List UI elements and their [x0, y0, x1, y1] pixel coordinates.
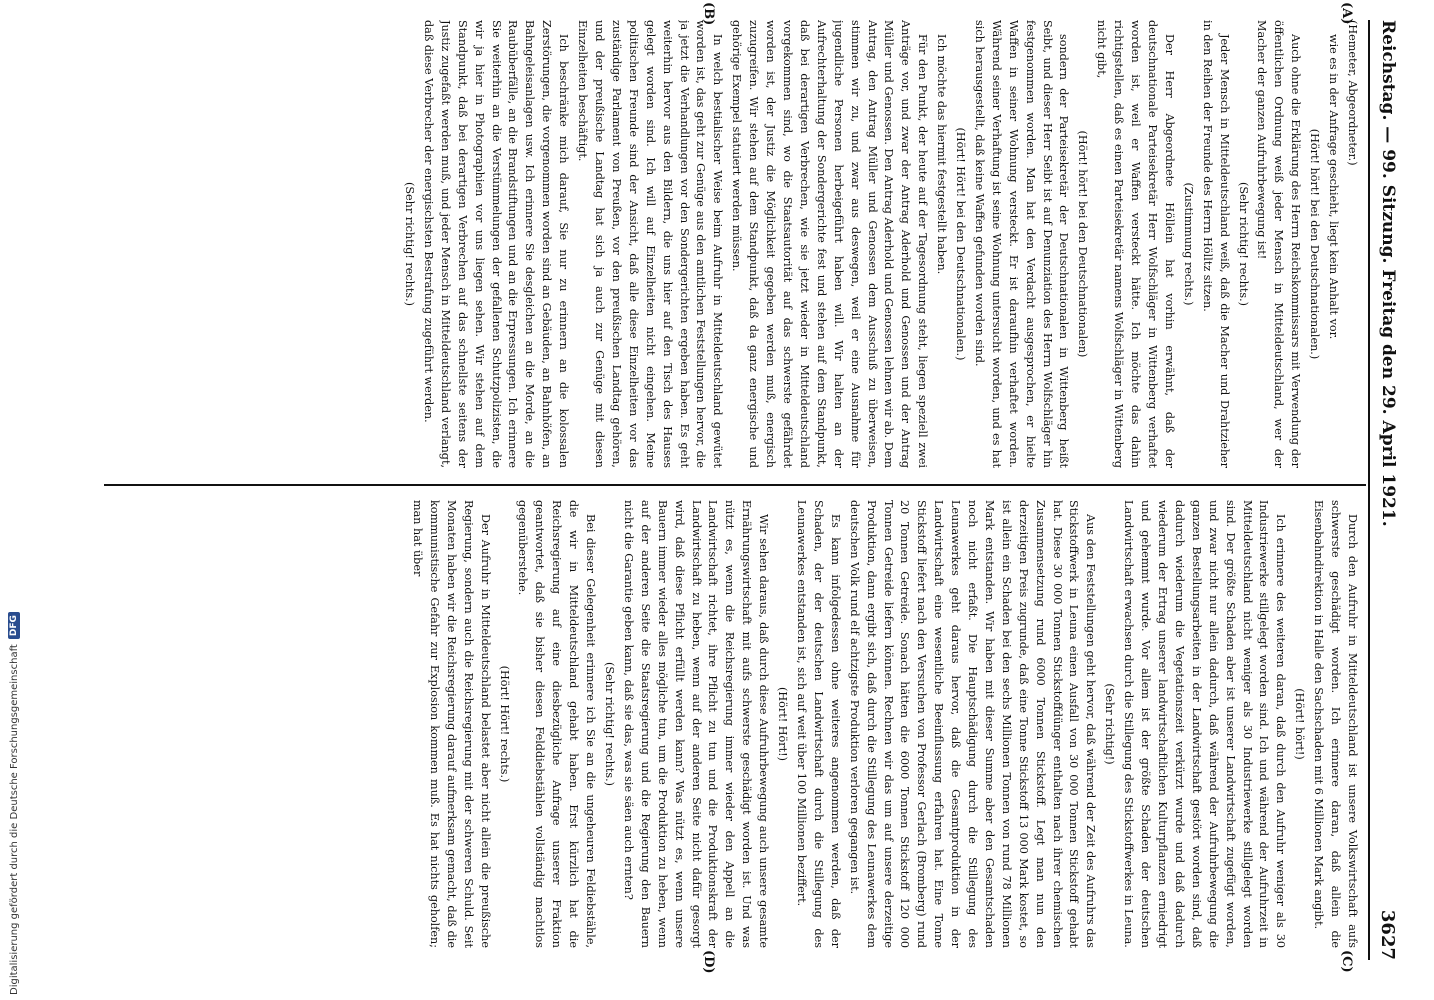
dfg-logo: DFG [8, 612, 20, 639]
margin-mark-b: (B) [701, 2, 716, 26]
paragraph: Für den Punkt, der heute auf der Tagesordnung steht, liegen speziell zwei Anträge vor, und zwar der Antrag Aderhold und Genossen und der Antrag Müller und Genossen. Den Antrag Aderhold und Genossen lehnen wir ab. Dem Antrag, den Antrag Müller und Genossen dem Ausschuß zu überweisen, stimmen wir zu, und zwar aus deswegen, weil er eine Ausnahme für jugendliche Personen herbeigeführt haben will. Wir halten an der Aufrechterhaltung der Sondergerichte fest und stehen auf dem Standpunkt, daß bei derartigen Verbrechen, wie sie jetzt wieder in Mitteldeutschland vorgekommen sind, wo die Staatsautorität auf das schwerste gefährdet worden ist, der Justiz die Möglichkeit gegeben werden muß, energisch zuzugreifen. Wir stehen auf dem Standpunkt, daß da ganz energische und gehörige Exempel statuiert werden müssen. [730, 20, 930, 468]
paragraph: (Hört! Hört! rechts.) [497, 665, 511, 783]
paragraph: Bei dieser Gelegenheit erinnere ich Sie an die ungeheuren Feldiebstähle, die wir in Mitteldeutschland gehabt haben. Erst kürzlich hat die Reichsregierung auf eine diesbezügliche Anfrage unserer Fraktion geantwortet, daß sie bisher diesen Felddiebstählen vollständig machtlos gegenüberstehe. [516, 500, 598, 948]
paragraph: In welch bestialischer Weise beim Aufruhr in Mitteldeutschland gewütet worden ist, das geht zur Genüge aus den amtlichen Feststellungen hervor, die ja jetzt die Verhandlungen vor den Sondergerichten ergeben haben. Es geht weiterhin hervor aus den Bildern, die uns hier auf den Tisch des Hauses gelegt worden sind. Ich will auf Einzelheiten nicht eingehen. Meine politischen Freunde sind der Ansicht, daß alle diese Einzelheiten vor das zuständige Parlament von Preußen, vor den preußischen Landtag gehören, und der preußische Landtag hat sich ja auch zur Genüge mit diesen Einzelheiten beschäftigt. [576, 20, 725, 468]
paragraph: Ich möchte das hiermit festgestellt haben. [935, 34, 949, 275]
paragraph: (Hört! hört!) [1293, 688, 1307, 760]
page-number: 3627 [1377, 909, 1399, 960]
left-column [110, 20, 1360, 468]
paragraph: wie es in der Anfrage geschieht, liegt kein Anhalt vor. [1327, 34, 1341, 340]
paragraph: (Sehr richtig! rechts.) [1236, 181, 1250, 307]
paragraph: (Sehr richtig! rechts.) [403, 181, 417, 307]
paragraph: (Sehr richtig! rechts.) [603, 661, 617, 787]
paragraph: (Hört! Hört! bei den Deutschnationalen.) [954, 127, 968, 361]
paragraph: (Hemeter, Abgeordneter.) [1346, 20, 1359, 166]
margin-mark-c: (C) [1339, 950, 1354, 973]
credit-text: Digitalisierung gefördert durch die Deutsche Forschungsgemeinschaft [8, 644, 20, 995]
paragraph: Der Herr Abgeordnete Höllein hat vorhin erwähnt, daß der deutschnationale Parteisekretär Herr Wolfschläger in Wittenberg verhaftet worden ist, weil er Waffen versteckt hätte. Ich möchte das dahin richtigstellen, daß es einen Parteisekretär namens Wolfschläger in Wittenberg nicht gibt, [1095, 20, 1176, 468]
page-content [98, 2, 1406, 974]
paragraph: (Hört! Hört!) [776, 687, 790, 761]
paragraph: (Hört! hört! bei den Deutschnationalen) [1076, 130, 1090, 358]
column-divider [104, 484, 1366, 486]
paragraph: Ich beschränke mich darauf, Sie nur zu erinnern an die kolossalen Zerstörungen, die vorgenommen worden sind an Gebäuden, an Bahnhöfen, an Bahngeleisanlagen usw. Ich erinnere Sie desgleichen an die Morde, an die Raubüberfälle, an die Brandstiftungen und an die Erpressungen. Ich erinnere Sie weiterhin an die Verstümmelungen der gefallenen Schutzpolizisten, die wir ja hier in Photographien vor uns liegen sehen. Wir stehen auf dem Standpunkt, daß bei derartigen Verbrechen auf das schnellste seitens der Justiz zugefaßt werden muß, und jeder Mensch in Mitteldeutschland verlangt, daß diese Verbrecher der energischsten Bestrafung zugeführt werden. [421, 20, 571, 468]
margin-mark-d: (D) [701, 950, 716, 974]
paragraph: (Zustimmung rechts.) [1181, 182, 1195, 306]
paragraph: Auch ohne die Erklärung des Herrn Reichskommissars mit Verwendung der öffentlichen Ordnung weiß jeder Mensch in Mitteldeutschland, wer der Macher der ganzen Aufruhrbewegung ist! [1255, 20, 1303, 468]
margin-mark-a: (A) [1339, 2, 1354, 25]
paragraph: Der Aufruhr in Mitteldeutschland belastet aber nicht allein die preußische Regierung, sondern auch die Reichsregierung mit der schweren Schuld. Seit Monaten haben wir die Reichsregierung darauf aufmerksam gemacht, daß die kommunistische Gefahr zur Explosion kommen muß. Es hat nichts geholfen; man hat über [411, 500, 492, 948]
rotated-page [98, 2, 1406, 974]
paragraph: sondern der Parteisekretär der Deutschnationalen in Wittenberg heißt Seibt, und dieser Herr Seibt ist auf Denunziation des Herrn Wolfschläger hin festgenommen worden. Man hat den Verdacht ausgesprochen, er hielte Waffen in seiner Wohnung versteckt. Er ist daraufhin verhaftet worden. Während seiner Verhaftung ist seine Wohnung untersucht worden, und es hat sich herausgestellt, daß keine Waffen gefunden worden sind. [972, 20, 1071, 468]
header-title: Reichstag. — 99. Sitzung. Freitag den 29. April 1921. [1378, 20, 1398, 527]
digitization-credit [4, 600, 24, 995]
paragraph: (Hört! hört! bei den Deutschnationalen.) [1308, 128, 1322, 360]
paragraph: Ich erinnere des weiteren daran, daß durch den Aufruhr weniger als 30 Industriewerke stillgelegt worden sind. Ich und während der Aufruhrzeit in Mitteldeutschland nicht weniger als 30 Industriewerke stillgelegt worden sind. Der größte Schaden aber ist unserer Landwirtschaft zugefügt worden, und zwar nicht nur allein dadurch, daß während der Aufruhrbewegung die ganzen Bestellungsarbeiten in der Landwirtschaft gestört worden sind, daß dadurch wiederum die Vegetationszeit verkürzt wurde und daß dadurch wiederum der Ertrag unserer landwirtschaftlichen Kulturpflanzen erniedrigt und gehemmt wurde. Vor allem ist der größte Schaden der deutschen Landwirtschaft erwachsen durch die Stillegung des Stickstoffwerkes in Leuna. [1122, 500, 1288, 948]
paragraph: (Sehr richtig!) [1103, 683, 1117, 765]
right-column [110, 500, 1360, 948]
paragraph: Es kann infolgedessen ohne weiteres angenommen werden, daß der Schaden, der der deutschen Landwirtschaft durch die Stillegung des Leunawerkes entstanden ist, sich auf weit über 100 Millionen beziffert. [795, 500, 842, 948]
paragraph: Aus den Feststellungen geht hervor, daß während der Zeit des Aufruhrs das Stickstoffwerk in Leuna einen Ausfall von 30 000 Tonnen Stickstoff gehabt hat. Diese 30 000 Tonnen Stickstoffdünger enthalten nach ihrer chemischen Zusammensetzung rund 6000 Tonnen Stickstoff. Legt man nun den derzeitigen Preis zugrunde, daß eine Tonne Stickstoff 13 000 Mark kostet, so ist allein ein Schaden bei den sechs Millionen Tonnen von rund 78 Millionen Mark entstanden. Wir haben mit dieser Summe aber den Gesamtschaden noch nicht erfaßt. Die Hauptschädigung durch die Stillegung des Leunawerkes geht daraus hervor, daß die Gesamtproduktion in der Landwirtschaft eine wesentliche Beeinflussung erfahren hat. Eine Tonne Stickstoff liefert nach den Versuchen von Professor Gerlach (Bromberg) rund 20 Tonnen Getreide. Sonach hätten die 6000 Tonnen Stickstoff 120 000 Tonnen Getreide liefern können. Rechnen wir das um auf unsere derzeitige Produktion, dann ergibt sich, daß durch die Stillegung des Leunawerkes dem deutschen Volk rund elf achtzigste Produktion verloren gegangen ist. [847, 500, 1098, 948]
paragraph: Durch den Aufruhr in Mitteldeutschland ist unsere Volkswirtschaft aufs schwerste geschädigt worden. Ich erinnere daran, daß allein die Eisenbahndirektion in Halle den Sachschaden mit 6 Millionen Mark angibt. [1312, 500, 1359, 948]
paragraph: Jeder Mensch in Mitteldeutschland weiß, daß die Macher und Drahtzieher in den Reihen der Freunde des Herrn Hölltz sitzen. [1200, 20, 1231, 468]
page-header [1368, 20, 1406, 960]
paragraph: Wir sehen daraus, daß durch diese Aufruhrbewegung auch unsere gesamte Ernährungswirtschaft mit aufs schwerste geschädigt worden ist. Und was nützt es, wenn die Reichsregierung immer wieder den Appell an die Landwirtschaft richtet, ihre Pflicht zu tun und die Produktionskraft der Landwirtschaft zu heben, wenn auf der anderen Seite nicht dafür gesorgt wird, daß diese Pflicht erfüllt werden kann? Was nützt es, wenn unsere Bauern immer wieder alles mögliche tun, um die Produktion zu heben, wenn auf der anderen Seite die Staatsregierung und die Regierung den Bauern nicht die Garantie geben kann, daß sie das, was sie säen auch ernten? [621, 500, 771, 948]
